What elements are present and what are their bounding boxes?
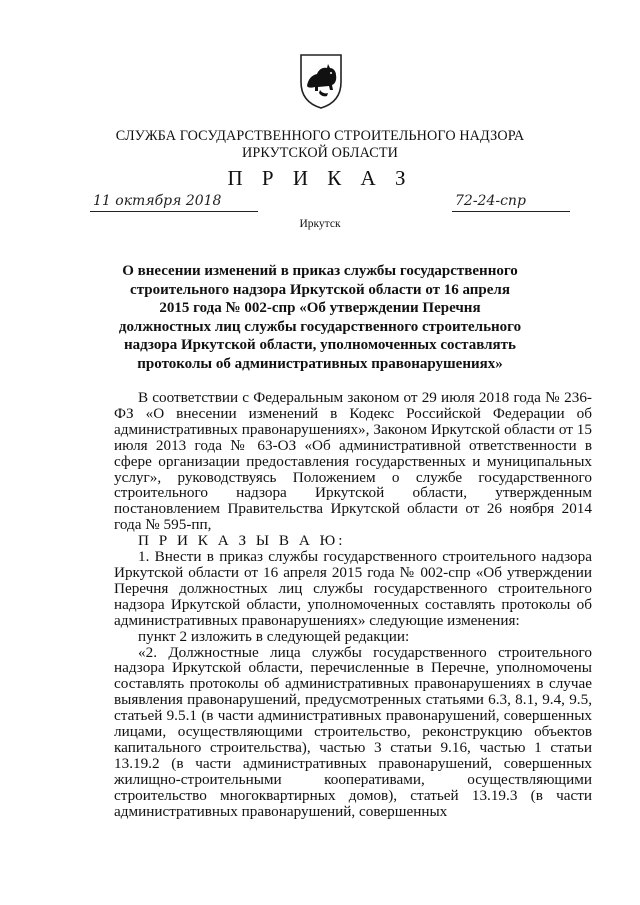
date-underline [90, 211, 258, 212]
city-label: Иркутск [299, 218, 341, 230]
document-title: О внесении изменений в приказ службы государственного строительного надзора Иркутской области от 16 апреля 2015 года № 002-спр «Об утверждении Перечня должностных лиц службы государственного строительного надзора Иркутской области, уполномоченных составлять протоколы об административных правонарушениях» [118, 263, 522, 372]
organization-name-line2: ИРКУТСКОЙ ОБЛАСТИ [242, 145, 398, 161]
handwritten-number: 72-24-спр [455, 193, 526, 209]
organization-name [60, 128, 580, 162]
paragraph-order-word: П Р И К А З Ы В А Ю: [138, 532, 346, 550]
paragraph-item-2-intro: пункт 2 изложить в следующей редакции: [138, 627, 410, 645]
number-underline [452, 211, 570, 212]
paragraph-preamble: В соответствии с Федеральным законом от 29 июля 2018 года № 236-ФЗ «О внесении изменений в Кодекс Российской Федерации об административных правонарушениях», Законом Иркутской области от 15 июля 2013 года № 63-ОЗ «Об административной ответственности в сфере организации предоставления государственных и муниципальных услуг», руководствуясь Положением о службе государственного строительного надзора Иркутской области, утвержденным постановлением Правительства Иркутской области от 26 ноября 2014 года № 595-пп, [114, 389, 592, 534]
paragraph-item-1: 1. Внести в приказ службы государственного строительного надзора Иркутской области от 16 апреля 2015 года № 002-спр «Об утверждении Перечня должностных лиц службы государственного строительного надзора Иркутской области, уполномоченных составлять протоколы об административных правонарушениях» следующие изменения: [114, 548, 592, 629]
organization-name-line1: СЛУЖБА ГОСУДАРСТВЕННОГО СТРОИТЕЛЬНОГО НАДЗОРА [115, 128, 525, 144]
paragraph-item-2-text: «2. Должностные лица службы государственного строительного надзора Иркутской области, перечисленные в Перечне, уполномочены составлять протоколы об административных правонарушениях в случае выявления правонарушений, предусмотренных статьями 6.3, 8.1, 9.4, 9.5, статьей 9.5.1 (в части административных правонарушений, совершенных лицами, осуществляющими строительство, реконструкцию объектов капитального строительства), частью 3 статьи 9.16, частью 1 статьи 13.19.2 (в части административных правонарушений, совершенных жилищно-строительными кооперативами, осуществляющими строительство многоквартирных домов), статьей 13.19.3 (в части административных правонарушений, совершенных [114, 643, 592, 820]
document-type: П Р И К А З [227, 166, 413, 190]
coat-of-arms-icon [298, 52, 344, 110]
handwritten-date: 11 октября 2018 [93, 193, 222, 209]
document-body [114, 390, 592, 819]
